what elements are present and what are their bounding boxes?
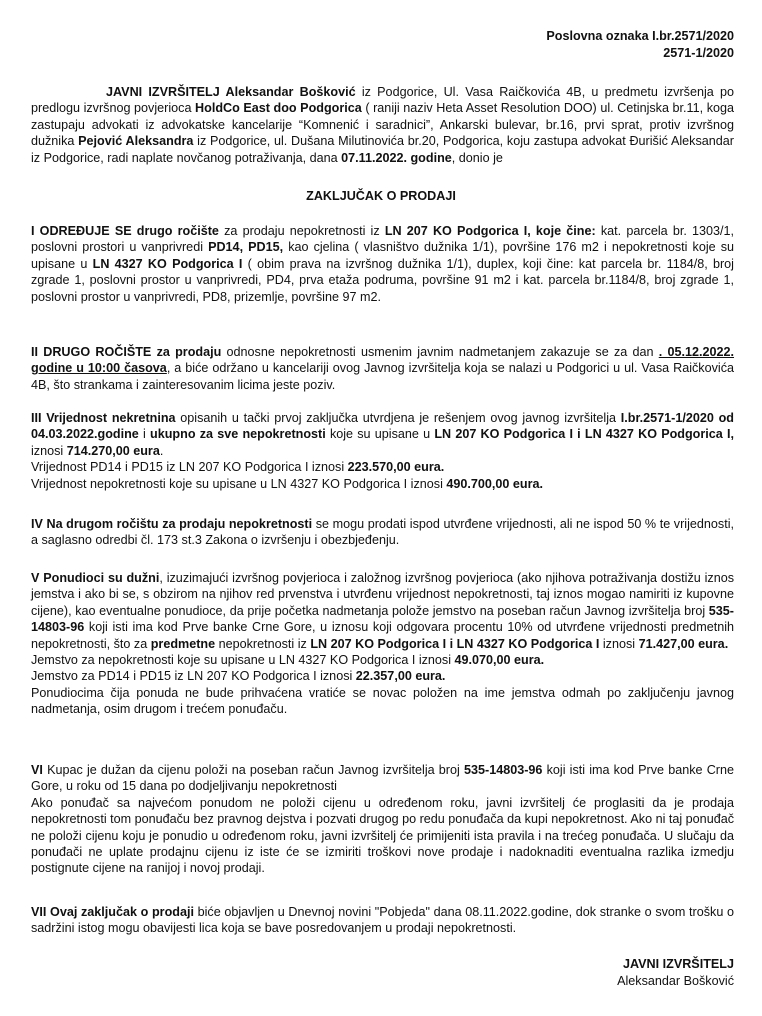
section-v-paragraph: V Ponudioci su dužni, izuzimajući izvršnog povjerioca i založnog izvršnog povjerioca (ako njihova potraživanja dostižu iznos jemstva i ako bi se, s obzirom na njihov red prvenstva i utvrđenu vrijednost nepokretnosti, taj iznos mogao namiriti iz kupovne cijene), kao eventualne ponudioce, da prije početka nadmetanja polože jemstvo na poseban račun Javnog izvršitelja broj 535-14803-96 koji isti ima kod Prve banke Crne Gore, u iznosu koji odgovara procentu 10% od utvrđene vrijednosti predmetnih nepokretnosti, što za predmetne nepokretnosti iz LN 207 KO Podgorica I i LN 4327 KO Podgorica I iznosi 71.427,00 eura. Jemstvo za nepokretnosti koje su upisane u LN 4327 KO Podgorica I iznosi 49.070,00 eura. Jemstvo za PD14 i PD15 iz LN 207 KO Podgorica I iznosi 22.357,00 eura. Ponudiocima čija ponuda ne bude prihvaćena vratiće se novac položen na ime jemstva odmah po zaključenju javnog nadmetanja, osim drugom i trećem ponuđaču. — [31, 571, 734, 717]
section-vi-paragraph: VI Kupac je dužan da cijenu položi na poseban račun Javnog izvršitelja broj 535-14803-96 koji isti ima kod Prve banke Crne Gore, u roku od 15 dana po dodjeljivanju nepokretnosti Ako ponuđač sa najvećom ponudom ne položi cijenu u određenom roku, javni izvršitelj će proglasiti da je prodaja nepokretnosti tom ponuđaču bez pravnog dejstva i pozvati drugog po redu ponuđača da kupi nepokretnost. Ako ni taj ponuđač ne položi cijenu koju je ponudio u određenom roku, javni izvršitelj će primijeniti ista pravila i na trećeg ponuđača. U slučaju da ponuđači ne uplate prodajnu cijenu iz iste će se izmiriti troškovi nove prodaje i nadoknaditi eventualna razlika izmedju postignute cijene na ranijoj i novoj prodaji. — [31, 763, 734, 876]
document-title: ZAKLJUČAK O PRODAJI — [306, 189, 456, 203]
section-iv-paragraph: IV Na drugom ročištu za prodaju nepokretnosti se mogu prodati ispod utvrđene vrijednosti, ali ne ispod 50 % te vrijednosti, a saglasno odredbi čl. 173 st.3 Zakona o izvršenju i obezbjeđenju. — [31, 517, 734, 548]
creditor-name: HoldCo East doo Podgorica — [195, 101, 362, 116]
case-number: 2571-1/2020 — [663, 46, 734, 60]
section-i-paragraph: I ODREĐUJE SE drugo ročište za prodaju nepokretnosti iz LN 207 KO Podgorica I, koje čine: kat. parcela br. 1303/1, poslovni prostori u vanprivredi PD14, PD15, kao cjelina ( vlasništvo dužnika 1/1), površine 176 m2 i nepokretnosti koje su upisane u LN 4327 KO Podgorica I ( obim prava na izvršnog dužnika 1/1), duplex, koji čine: kat parcela br. 1184/8, broj zgrade 1, poslovni prostor u vanprivredi, PD4, prva etaža podruma, površine 91 m2 i kat. parcela br.1184/8, broj zgrade 1, poslovni prostor u vanprivredi, PD8, prizemlje, površine 97 m2. — [31, 224, 735, 304]
section-iii-paragraph: III Vrijednost nekretnina opisanih u tački prvoj zaključka utvrdjena je rešenjem ovog javnog izvršitelja I.br.2571-1/2020 od 04.03.2022.godine i ukupno za sve nepokretnosti koje su upisane u LN 207 KO Podgorica I i LN 4327 KO Podgorica I, iznosi 714.270,00 eura. Vrijednost PD14 i PD15 iz LN 207 KO Podgorica I iznosi 223.570,00 eura. Vrijednost nepokretnosti koje su upisane u LN 4327 KO Podgorica I iznosi 490.700,00 eura. — [31, 411, 735, 491]
reference-number: Poslovna oznaka I.br.2571/2020 — [546, 29, 734, 43]
total-value: 714.270,00 eura — [66, 443, 160, 458]
signature-role: JAVNI IZVRŠITELJ — [622, 957, 734, 971]
deposit-total: 71.427,00 eura. — [638, 636, 729, 651]
section-ii-paragraph: II DRUGO ROČIŠTE za prodaju odnosne nepokretnosti usmenim javnim nadmetanjem zakazuje se za dan . 05.12.2022. godine u 10:00 časova, a biće održano u kancelariji ovog Javnog izvršitelja koja se nalazi u Podgorici u ul. Vasa Raičkovića 4B, što strankama i zainteresovanim licima jeste poziv. — [31, 345, 735, 392]
auction-date: . 05.12.2022. godine u 10:00 časova — [31, 345, 735, 376]
value-pd14-pd15: 223.570,00 eura. — [347, 460, 445, 475]
intro-paragraph: JAVNI IZVRŠITELJ Aleksandar Bošković iz Podgorice, Ul. Vasa Raičkovića 4B, u predmetu izvršenja po predlogu izvršnog povjerioca HoldCo East doo Podgorica ( raniji naziv Heta Asset Resolution DOO) ul. Cetinjska br.11, koga zastupaju advokati iz advokatske kancelarije “Komnenić i saradnici”, Ankarski bulevar, br.16, prvi sprat, protiv izvršnog dužnika Pejović Aleksandra iz Podgorice, ul. Dušana Milutinovića br.20, Podgorica, koju zastupa advokat Đurišić Aleksandar iz Podgorice, radi naplate novčanog potraživanja, dana 07.11.2022. godine, donio je — [31, 85, 735, 165]
section-vii-paragraph: VII Ovaj zaključak o prodaji biće objavljen u Dnevnoj novini "Pobjeda" dana 08.11.2022.godine, dok stranke o svom trošku o sadržini istog mogu obavijesti lica koja se bave posredovanjem u prodaji nepokretnosti. — [31, 905, 734, 936]
debtor-name: Pejović Aleksandra — [78, 134, 194, 149]
bank-account: 535-14803-96 — [31, 603, 734, 635]
bailiff-name: JAVNI IZVRŠITELJ Aleksandar Bošković — [106, 85, 356, 99]
signature-name: Aleksandar Bošković — [617, 974, 734, 988]
value-ln4327: 490.700,00 eura. — [446, 476, 544, 491]
decision-date: 07.11.2022. godine — [341, 150, 452, 165]
